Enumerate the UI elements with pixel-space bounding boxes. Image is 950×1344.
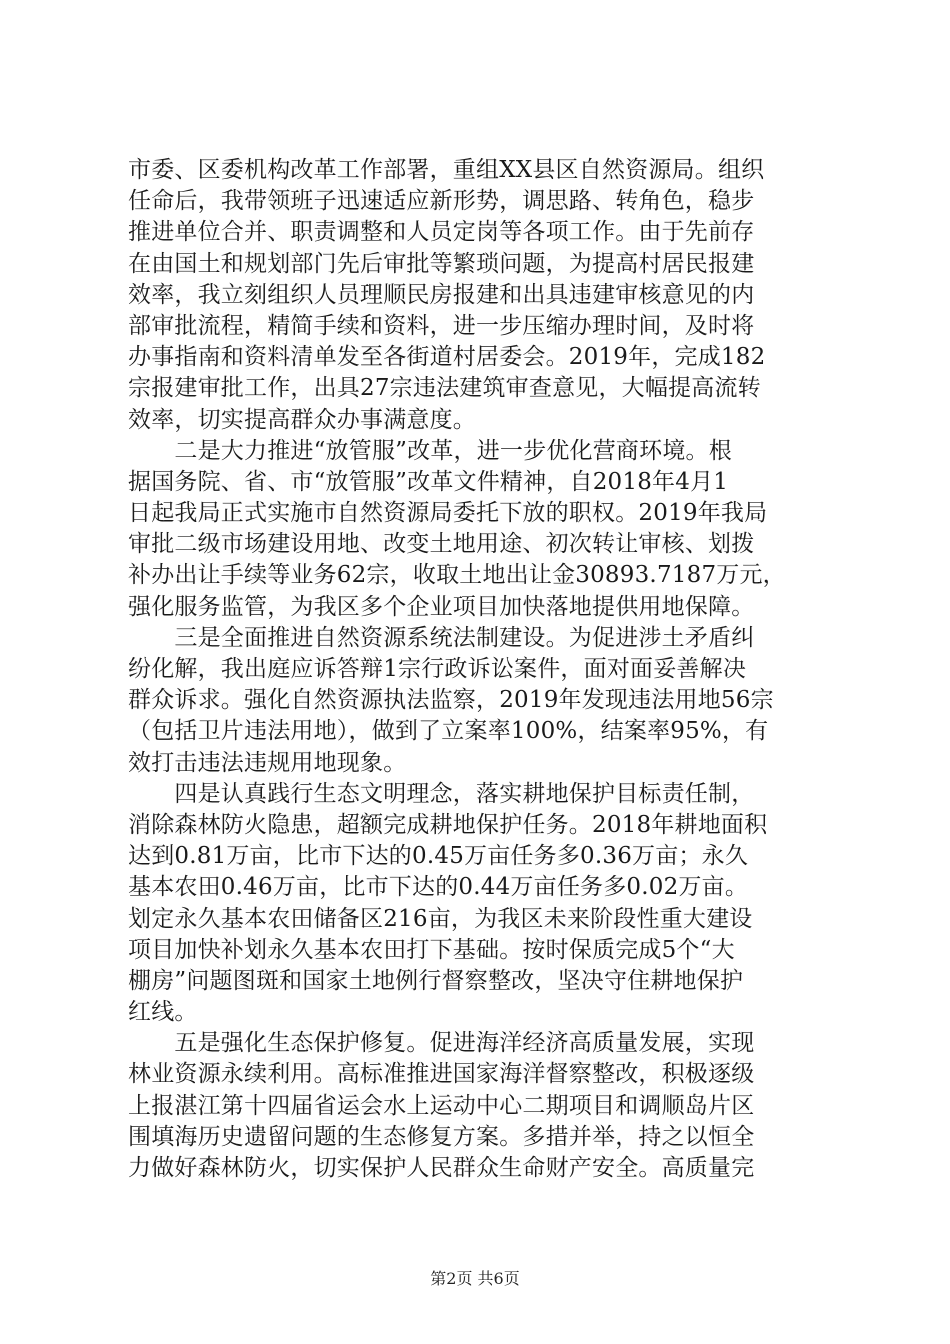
- page-footer: [0, 1266, 950, 1289]
- text-line: 在由国土和规划部门先后审批等繁琐问题，为提高村居民报建: [128, 250, 755, 277]
- text-line: 效打击违法违规用地现象。: [128, 749, 407, 776]
- text-line: 消除森林防火隐患，超额完成耕地保护任务。2018年耕地面积: [128, 811, 768, 838]
- text-line: 群众诉求。强化自然资源执法监察，2019年发现违法用地56宗: [128, 687, 774, 714]
- text-line: 二是大力推进“放管服”改革，进一步优化营商环境。根: [128, 437, 732, 464]
- text-line: 林业资源永续利用。高标准推进国家海洋督察整改，积极逐级: [128, 1061, 755, 1088]
- text-line: 效率，我立刻组织人员理顺民房报建和出具违建审核意见的内: [128, 281, 755, 308]
- text-line: 日起我局正式实施市自然资源局委托下放的职权。2019年我局: [128, 500, 768, 527]
- text-line: 划定永久基本农田储备区216亩，为我区未来阶段性重大建设: [128, 905, 753, 932]
- text-line: （包括卫片违法用地），做到了立案率100%，结案率95%，有: [128, 718, 769, 745]
- text-line: 市委、区委机构改革工作部署，重组XX县区自然资源局。组织: [128, 157, 765, 183]
- text-line: 办事指南和资料清单发至各街道村居委会。2019年，完成182: [128, 344, 766, 371]
- text-line: 宗报建审批工作，出具27宗违法建筑审查意见，大幅提高流转: [128, 375, 761, 402]
- text-line: 围填海历史遗留问题的生态修复方案。多措并举，持之以恒全: [128, 1123, 755, 1150]
- text-line: 五是强化生态保护修复。促进海洋经济高质量发展，实现: [128, 1030, 755, 1057]
- text-line: 强化服务监管，为我区多个企业项目加快落地提供用地保障。: [128, 593, 755, 620]
- text-line: 审批二级市场建设用地、改变土地用途、初次转让审核、划拨: [128, 531, 755, 558]
- text-line: 基本农田0.46万亩，比市下达的0.44万亩任务多0.02万亩。: [128, 874, 749, 901]
- text-line: 推进单位合并、职责调整和人员定岗等各项工作。由于先前存: [128, 219, 755, 246]
- text-line: 项目加快补划永久基本农田打下基础。按时保质完成5个“大: [128, 936, 735, 963]
- text-line: 四是认真践行生态文明理念，落实耕地保护目标责任制，: [128, 780, 755, 807]
- text-line: 红线。: [128, 999, 198, 1026]
- document-body: [128, 155, 828, 1184]
- text-line: 补办出让手续等业务62宗，收取土地出让金30893.7187万元，: [128, 562, 786, 589]
- text-line: 三是全面推进自然资源系统法制建设。为促进涉土矛盾纠: [128, 624, 755, 651]
- text-line: 部审批流程，精简手续和资料，进一步压缩办理时间，及时将: [128, 312, 755, 339]
- text-line: 效率，切实提高群众办事满意度。: [128, 406, 476, 433]
- text-line: 力做好森林防火，切实保护人民群众生命财产安全。高质量完: [128, 1155, 755, 1181]
- text-line: 据国务院、省、市“放管服”改革文件精神，自2018年4月1: [128, 468, 729, 495]
- page-number-label: 第2页 共6页: [430, 1269, 520, 1288]
- text-line: 任命后，我带领班子迅速适应新形势，调思路、转角色，稳步: [128, 188, 755, 215]
- text-line: 棚房”问题图斑和国家土地例行督察整改，坚决守住耕地保护: [128, 967, 744, 994]
- text-line: 上报湛江第十四届省运会水上运动中心二期项目和调顺岛片区: [128, 1092, 755, 1119]
- text-line: 达到0.81万亩，比市下达的0.45万亩任务多0.36万亩；永久: [128, 843, 749, 870]
- text-line: 纷化解，我出庭应诉答辩1宗行政诉讼案件，面对面妥善解决: [128, 656, 747, 682]
